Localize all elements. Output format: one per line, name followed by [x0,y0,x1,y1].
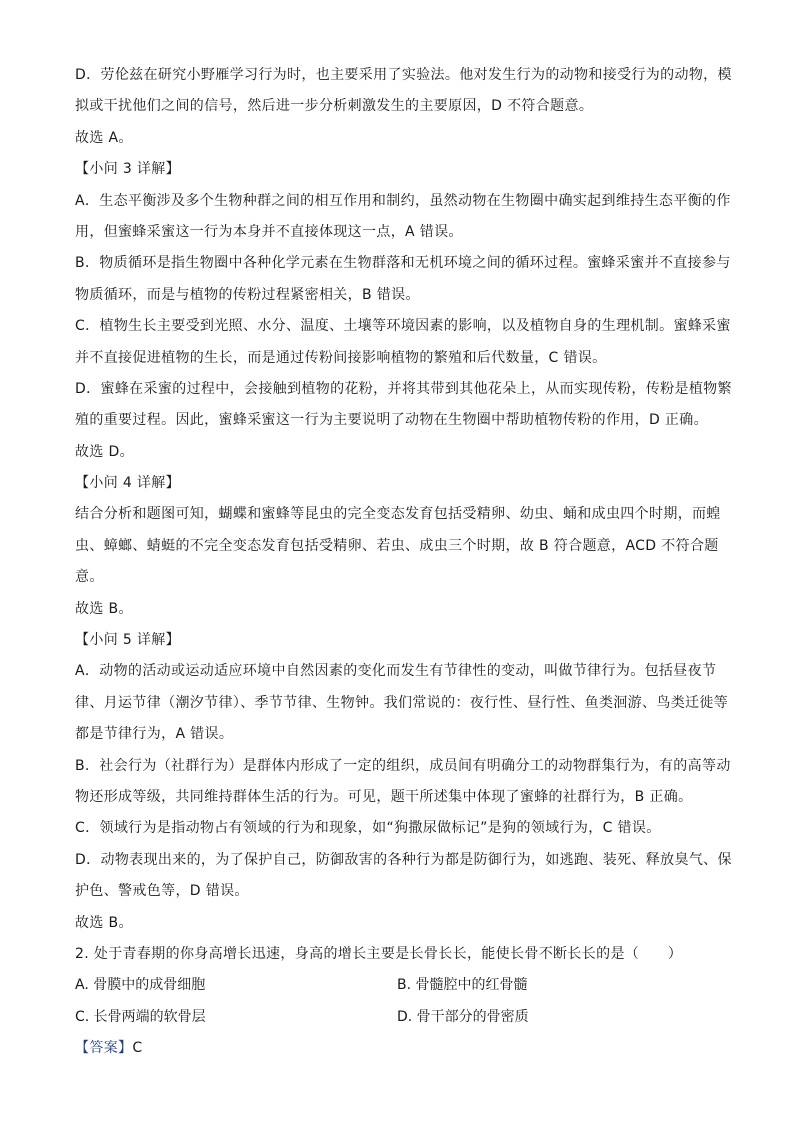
paragraph [75,845,732,908]
text-line: A．生态平衡涉及多个生物种群之间的相互作用和制约，虽然动物在生物圈中确实起到维持生态平衡的作 [75,192,731,209]
answer-option: B. 骨髓腔中的红骨髓 [397,977,528,994]
answer-label: 【答案】 [75,1040,133,1057]
answer-option: C. 长骨两端的软骨层 [75,1008,206,1025]
answer-option: A. 骨膜中的成骨细胞 [75,977,206,994]
text-line: C．领域行为是指动物占有领域的行为和现象，如“狗撒尿做标记”是狗的领域行为，C 错误。 [75,820,661,837]
paragraph [75,60,732,123]
text-line: D．动物表现出来的，为了保护自己，防御敌害的各种行为都是防御行为，如逃跑、装死、释放臭气、保 [75,851,732,868]
question-stem: 2. 处于青春期的你身高增长迅速，身高的增长主要是长骨长长，能使长骨不断长长的是（ ） [75,945,683,962]
text-line: 殖的重要过程。因此，蜜蜂采蜜这一行为主要说明了动物在生物圈中帮助植物传粉的作用，D 正确。 [75,412,708,429]
text-line: 都是节律行为，A 错误。 [75,726,234,743]
text-line: D．劳伦兹在研究小野雁学习行为时，也主要采用了实验法。他对发生行为的动物和接受行为的动物，模 [75,67,732,83]
paragraph [75,186,731,249]
answer-line [75,1033,725,1064]
options-row [75,1002,725,1033]
text-line: 故选 B。 [75,914,133,931]
answer-value: C [132,1040,143,1057]
text-line: 护色、警戒色等，D 错误。 [75,883,249,900]
paragraph [75,311,731,374]
text-line: C．植物生长主要受到光照、水分、温度、土壤等环境因素的影响，以及植物自身的生理机制。蜜蜂采蜜 [75,318,731,335]
text-line: B．物质循环是指生物圈中各种化学元素在生物群落和无机环境之间的循环过程。蜜蜂采蜜并不直接参与 [75,255,731,272]
paragraph [75,499,725,593]
paragraph [75,751,731,814]
paragraph [75,123,725,154]
text-line: 虫、蟑螂、蜻蜓的不完全变态发育包括受精卵、若虫、成虫三个时期，故 B 符合题意，ACD 不符合题 [75,537,719,554]
section-heading: 【小问 3 详解】 [75,161,180,178]
text-line: 用，但蜜蜂采蜜这一行为本身并不直接体现这一点，A 错误。 [75,223,463,240]
options-row [75,970,725,1001]
section-heading: 【小问 5 详解】 [75,632,180,649]
paragraph [75,813,725,844]
text-line: 故选 A。 [75,129,133,146]
text-line: B．社会行为（社群行为）是群体内形成了一定的组织，成员间有明确分工的动物群集行为，有的高等动 [75,757,731,774]
text-line: 故选 B。 [75,600,133,617]
text-line: 结合分析和题图可知，蝴蝶和蜜蜂等昆虫的完全变态发育包括受精卵、幼虫、蛹和成虫四个时期，而蝗 [75,506,721,523]
text-line: 意。 [75,569,104,586]
text-line: 物质循环，而是与植物的传粉过程紧密相关，B 错误。 [75,286,420,303]
paragraph [75,437,725,468]
document-page [75,60,732,1065]
paragraph [75,908,725,939]
text-line: 物还形成等级，共同维持群体生活的行为。可见，题干所述集中体现了蜜蜂的社群行为，B 正确。 [75,788,693,805]
paragraph [75,248,731,311]
text-line: D．蜜蜂在采蜜的过程中，会接触到植物的花粉，并将其带到其他花朵上，从而实现传粉，传粉是植物繁 [75,380,732,397]
text-line: 律、月运节律（潮汐节律）、季节节律、生物钟。我们常说的：夜行性、昼行性、鱼类洄游、鸟类迁徙等 [75,694,729,711]
section-heading: 【小问 4 详解】 [75,475,180,492]
paragraph [75,594,725,625]
text-line: 故选 D。 [75,443,134,460]
paragraph [75,656,729,750]
paragraph [75,374,732,437]
text-line: 并不直接促进植物的生长，而是通过传粉间接影响植物的繁殖和后代数量，C 错误。 [75,349,607,366]
text-line: A．动物的活动或运动适应环境中自然因素的变化而发生有节律性的变动，叫做节律行为。包括昼夜节 [75,663,717,680]
text-line: 拟或干扰他们之间的信号，然后进一步分析刺激发生的主要原因，D 不符合题意。 [75,98,594,115]
answer-option: D. 骨干部分的骨密质 [397,1008,529,1025]
